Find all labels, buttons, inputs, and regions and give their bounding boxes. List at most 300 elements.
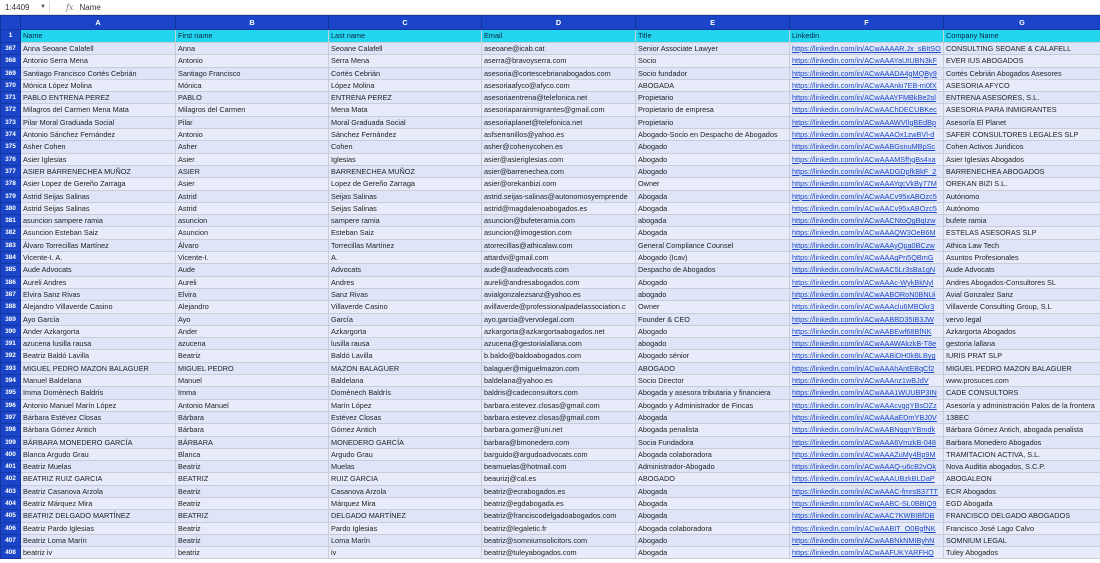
cell-first-name[interactable]: Antonio (176, 129, 329, 141)
cell-linkedin[interactable]: https://linkedin.com/in/ACwAAA1WUUBP3IN (790, 387, 944, 399)
row-number[interactable]: 368 (1, 55, 21, 67)
cell-last-name[interactable]: Cohen (329, 141, 482, 153)
cell-last-name[interactable]: DELGADO MARTÍNEZ (329, 510, 482, 522)
cell-email[interactable]: astrid@magdalenoabogados.es (482, 202, 636, 214)
cell-name[interactable]: Beatriz Loma Marín (21, 534, 176, 546)
cell-company-name[interactable]: bufete ramia (944, 215, 1100, 227)
cell-name[interactable]: Ayo García (21, 313, 176, 325)
cell-last-name[interactable]: Estévez Closas (329, 411, 482, 423)
cell-email[interactable]: asier@asieriglesias.com (482, 153, 636, 165)
cell-title[interactable]: Abogada (636, 485, 790, 497)
row-number[interactable]: 393 (1, 362, 21, 374)
cell-title[interactable]: ABOGADA (636, 79, 790, 91)
cell-last-name[interactable]: Seijas Salinas (329, 202, 482, 214)
cell-name[interactable]: Beatriz Pardo Iglesias (21, 522, 176, 534)
cell-last-name[interactable]: MAZON BALAGUER (329, 362, 482, 374)
cell-linkedin[interactable]: https://linkedin.com/in/ACwAAADA4gMQBy9 (790, 67, 944, 79)
cell-title[interactable]: Socio fundador (636, 67, 790, 79)
cell-linkedin[interactable]: https://linkedin.com/in/ACwAABC-SL0BBIQ9 (790, 497, 944, 509)
cell-company-name[interactable]: Cortés Cebrián Abogados Asesores (944, 67, 1100, 79)
header-cell-email[interactable]: Email (482, 30, 636, 43)
cell-linkedin[interactable]: https://linkedin.com/in/ACwAAAMSfhgBs4xa (790, 153, 944, 165)
cell-first-name[interactable]: MIGUEL PEDRO (176, 362, 329, 374)
cell-email[interactable]: barbara.estevez.closas@gmail.com (482, 411, 636, 423)
cell-linkedin[interactable]: https://linkedin.com/in/ACwAAAC-fmrsB37TT (790, 485, 944, 497)
cell-name[interactable]: Ander Azkargorta (21, 325, 176, 337)
cell-title[interactable]: Despacho de Abogados (636, 264, 790, 276)
cell-company-name[interactable]: Cohen Activos Juridicos (944, 141, 1100, 153)
cell-linkedin[interactable]: https://linkedin.com/in/ACwAACv95xABOzc5 (790, 190, 944, 202)
cell-last-name[interactable]: Baldó Lavilla (329, 350, 482, 362)
cell-first-name[interactable]: Milagros del Carmen (176, 104, 329, 116)
cell-name[interactable]: BÁRBARA MONEDERO GARCÍA (21, 436, 176, 448)
cell-first-name[interactable]: Asier (176, 153, 329, 165)
cell-title[interactable]: Abogada colaboradora (636, 522, 790, 534)
cell-name[interactable]: Antonio Serra Mena (21, 55, 176, 67)
row-number[interactable]: 387 (1, 288, 21, 300)
cell-linkedin[interactable]: https://linkedin.com/in/ACwAAAnki7EB-m0fX (790, 79, 944, 91)
cell-email[interactable]: beaurizj@cal.es (482, 473, 636, 485)
cell-email[interactable]: avillaverde@professionalpadelassociation.c (482, 301, 636, 313)
row-number[interactable]: 383 (1, 239, 21, 251)
cell-company-name[interactable]: gestoria lallana (944, 338, 1100, 350)
cell-name[interactable]: Elvira Sanz Rivas (21, 288, 176, 300)
column-header-g[interactable]: G (944, 16, 1100, 30)
cell-last-name[interactable]: Villaverde Casino (329, 301, 482, 313)
cell-company-name[interactable]: Barbara Monedero Abogados (944, 436, 1100, 448)
cell-title[interactable]: Abogado (636, 165, 790, 177)
row-number[interactable]: 378 (1, 178, 21, 190)
cell-email[interactable]: asier@orekanbizi.com (482, 178, 636, 190)
cell-first-name[interactable]: Astrid (176, 202, 329, 214)
cell-email[interactable]: baldelana@yahoo.es (482, 375, 636, 387)
cell-name[interactable]: Antonio Manuel Marín López (21, 399, 176, 411)
cell-first-name[interactable]: beatriz (176, 547, 329, 559)
cell-company-name[interactable]: Asesoría El Planet (944, 116, 1100, 128)
cell-title[interactable]: Abogada (636, 510, 790, 522)
row-number[interactable]: 390 (1, 325, 21, 337)
cell-company-name[interactable]: Andres Abogados-Consultores SL (944, 276, 1100, 288)
cell-email[interactable]: beatriz@ecrabogados.es (482, 485, 636, 497)
cell-linkedin[interactable]: https://linkedin.com/in/ACwAABNkNMIByhN (790, 534, 944, 546)
cell-first-name[interactable]: Ander (176, 325, 329, 337)
cell-company-name[interactable]: ESTELAS ASESORAS SLP (944, 227, 1100, 239)
row-number[interactable]: 408 (1, 547, 21, 559)
cell-last-name[interactable]: Marín López (329, 399, 482, 411)
column-header-f[interactable]: F (790, 16, 944, 30)
cell-last-name[interactable]: RUIZ GARCIA (329, 473, 482, 485)
cell-company-name[interactable]: www.prosuces.com (944, 375, 1100, 387)
row-number[interactable]: 401 (1, 461, 21, 473)
cell-name[interactable]: BEATRIZ DELGADO MARTÍNEZ (21, 510, 176, 522)
cell-last-name[interactable]: Márquez Mira (329, 497, 482, 509)
row-number[interactable]: 370 (1, 79, 21, 91)
row-number[interactable]: 367 (1, 43, 21, 55)
row-number[interactable]: 397 (1, 411, 21, 423)
cell-email[interactable]: asesoriaafyco@afyco.com (482, 79, 636, 91)
cell-first-name[interactable]: PABLO (176, 92, 329, 104)
cell-first-name[interactable]: asuncion (176, 215, 329, 227)
cell-last-name[interactable]: López Molina (329, 79, 482, 91)
cell-first-name[interactable]: Mónica (176, 79, 329, 91)
cell-name[interactable]: Asuncion Esteban Saiz (21, 227, 176, 239)
cell-first-name[interactable]: Antonio Manuel (176, 399, 329, 411)
cell-title[interactable]: Propietario (636, 116, 790, 128)
cell-first-name[interactable]: Bárbara (176, 411, 329, 423)
cell-last-name[interactable]: Pardo Iglesias (329, 522, 482, 534)
cell-first-name[interactable]: BÁRBARA (176, 436, 329, 448)
cell-company-name[interactable]: ASESORIA PARA INMIGRANTES (944, 104, 1100, 116)
row-number[interactable]: 1 (1, 30, 21, 43)
cell-title[interactable]: Owner (636, 178, 790, 190)
cell-first-name[interactable]: Manuel (176, 375, 329, 387)
cell-email[interactable]: aude@audeadvocats.com (482, 264, 636, 276)
cell-linkedin[interactable]: https://linkedin.com/in/ACwAAAgPn5QBmG (790, 252, 944, 264)
cell-name[interactable]: Blanca Argudo Grau (21, 448, 176, 460)
cell-title[interactable]: abogado (636, 288, 790, 300)
cell-linkedin[interactable]: https://linkedin.com/in/ACwAAAYFMBkBe2sl (790, 92, 944, 104)
cell-linkedin[interactable]: https://linkedin.com/in/ACwAAAYqcVkBy77M (790, 178, 944, 190)
cell-email[interactable]: b.baldo@baldoabogados.com (482, 350, 636, 362)
cell-linkedin[interactable]: https://linkedin.com/in/ACwAACv95xABOzc5 (790, 202, 944, 214)
cell-title[interactable]: Abogado (636, 141, 790, 153)
row-number[interactable]: 394 (1, 375, 21, 387)
cell-last-name[interactable]: sampere ramia (329, 215, 482, 227)
cell-title[interactable]: Abogada y asesora tributaria y financiera (636, 387, 790, 399)
cell-first-name[interactable]: Álvaro (176, 239, 329, 251)
cell-email[interactable]: atorrecillas@athicalaw.com (482, 239, 636, 251)
cell-linkedin[interactable]: https://linkedin.com/in/ACwAABBD35IB3JW (790, 313, 944, 325)
cell-company-name[interactable]: FRANCISCO DELGADO ABOGADOS (944, 510, 1100, 522)
cell-company-name[interactable]: Aude Advocats (944, 264, 1100, 276)
cell-company-name[interactable]: Bárbara Gómez Antich, abogada penalista (944, 424, 1100, 436)
cell-email[interactable]: asuncion@bufeteramia.com (482, 215, 636, 227)
cell-last-name[interactable]: Azkargorta (329, 325, 482, 337)
column-header-a[interactable]: A (21, 16, 176, 30)
cell-company-name[interactable]: ECR Abogados (944, 485, 1100, 497)
row-number[interactable]: 384 (1, 252, 21, 264)
column-header-c[interactable]: C (329, 16, 482, 30)
cell-last-name[interactable]: Sánchez Fernández (329, 129, 482, 141)
cell-linkedin[interactable]: https://linkedin.com/in/ACwAAFUKYARFHQ (790, 547, 944, 559)
cell-name[interactable]: Anna Seoane Calafell (21, 43, 176, 55)
cell-title[interactable]: Abogada (636, 190, 790, 202)
cell-title[interactable]: Abogada (636, 411, 790, 423)
cell-email[interactable]: barbara.estevez.closas@gmail.com (482, 399, 636, 411)
cell-last-name[interactable]: Seoane Calafell (329, 43, 482, 55)
cell-last-name[interactable]: Argudo Grau (329, 448, 482, 460)
cell-first-name[interactable]: Aureli (176, 276, 329, 288)
cell-email[interactable]: asesoriaentrena@telefonica.net (482, 92, 636, 104)
cell-title[interactable]: ABOGADO (636, 473, 790, 485)
cell-title[interactable]: Propietario de empresa (636, 104, 790, 116)
cell-first-name[interactable]: Beatriz (176, 497, 329, 509)
cell-last-name[interactable]: Andres (329, 276, 482, 288)
cell-first-name[interactable]: Vicente-I. (176, 252, 329, 264)
cell-first-name[interactable]: Blanca (176, 448, 329, 460)
header-cell-linkedin[interactable]: Linkedin (790, 30, 944, 43)
cell-company-name[interactable]: ASESORIA AFYCO (944, 79, 1100, 91)
cell-last-name[interactable]: Gómez Antich (329, 424, 482, 436)
cell-linkedin[interactable]: https://linkedin.com/in/ACwAADGDpfkBkF_2 (790, 165, 944, 177)
cell-linkedin[interactable]: https://linkedin.com/in/ACwAAAWVIlgBEdBp (790, 116, 944, 128)
cell-company-name[interactable]: MIGUEL PEDRO MAZON BALAGUER (944, 362, 1100, 374)
cell-last-name[interactable]: Iglesias (329, 153, 482, 165)
column-header-e[interactable]: E (636, 16, 790, 30)
cell-title[interactable]: Abogada (636, 227, 790, 239)
cell-name[interactable]: Bárbara Gómez Antich (21, 424, 176, 436)
cell-title[interactable]: General Compliance Counsel (636, 239, 790, 251)
row-number[interactable]: 369 (1, 67, 21, 79)
cell-name[interactable]: PABLO ENTRENA PEREZ (21, 92, 176, 104)
cell-name[interactable]: Asier Lopez de Gereño Zarraga (21, 178, 176, 190)
cell-title[interactable]: Abogada penalista (636, 424, 790, 436)
cell-last-name[interactable]: Seijas Salinas (329, 190, 482, 202)
cell-first-name[interactable]: Santiago Francisco (176, 67, 329, 79)
cell-email[interactable]: asfserranillos@yahoo.es (482, 129, 636, 141)
cell-email[interactable]: asesoriaparainmigrantes@gmail.com (482, 104, 636, 116)
cell-linkedin[interactable]: https://linkedin.com/in/ACwAABNqqnYBmdk (790, 424, 944, 436)
cell-first-name[interactable]: Alejandro (176, 301, 329, 313)
cell-email[interactable]: aserra@bravoyserra.com (482, 55, 636, 67)
cell-name[interactable]: Santiago Francisco Cortés Cebrián (21, 67, 176, 79)
select-all-corner[interactable] (1, 16, 21, 30)
cell-name[interactable]: Imma Domènech Baldrís (21, 387, 176, 399)
cell-title[interactable]: Abogada colaboradora (636, 448, 790, 460)
cell-title[interactable]: ABOGADO (636, 362, 790, 374)
cell-email[interactable]: asuncion@imogestion.com (482, 227, 636, 239)
cell-company-name[interactable]: ENTRENA ASESORES, S.L. (944, 92, 1100, 104)
row-number[interactable]: 389 (1, 313, 21, 325)
cell-email[interactable]: beatriz@franciscodelgadoabogados.com (482, 510, 636, 522)
column-header-b[interactable]: B (176, 16, 329, 30)
cell-title[interactable]: Abogada (636, 547, 790, 559)
cell-linkedin[interactable]: https://linkedin.com/in/ACwAAAWAkzkB-T8e (790, 338, 944, 350)
cell-name[interactable]: Aureli Andres (21, 276, 176, 288)
cell-last-name[interactable]: Baldelana (329, 375, 482, 387)
cell-first-name[interactable]: Astrid (176, 190, 329, 202)
cell-last-name[interactable]: BARRENECHEA MUÑOZ (329, 165, 482, 177)
cell-last-name[interactable]: Muelas (329, 461, 482, 473)
header-cell-last-name[interactable]: Last name (329, 30, 482, 43)
cell-name[interactable]: Mónica López Molina (21, 79, 176, 91)
cell-linkedin[interactable]: https://linkedin.com/in/ACwAAC5Lr3sBa1gN (790, 264, 944, 276)
cell-company-name[interactable]: SAFER CONSULTORES LEGALES SLP (944, 129, 1100, 141)
cell-linkedin[interactable]: https://linkedin.com/in/ACwAAAZuMy4Bp9M (790, 448, 944, 460)
row-number[interactable]: 376 (1, 153, 21, 165)
cell-linkedin[interactable]: https://linkedin.com/in/ACwAAAaEDmYBJ0V (790, 411, 944, 423)
cell-company-name[interactable]: ABOGALEON (944, 473, 1100, 485)
row-number[interactable]: 407 (1, 534, 21, 546)
cell-company-name[interactable]: TRAMITACION ACTIVA, S.L. (944, 448, 1100, 460)
cell-last-name[interactable]: lusilla rausa (329, 338, 482, 350)
cell-name[interactable]: Antonio Sánchez Fernández (21, 129, 176, 141)
cell-linkedin[interactable]: https://linkedin.com/in/ACwAACNtoQgBqIzw (790, 215, 944, 227)
cell-title[interactable]: Socia Fundadora (636, 436, 790, 448)
cell-title[interactable]: Abogada (636, 202, 790, 214)
cell-last-name[interactable]: iv (329, 547, 482, 559)
cell-linkedin[interactable]: https://linkedin.com/in/ACwAAAnz1wBJdV (790, 375, 944, 387)
cell-name[interactable]: Milagros del Carmen Mena Mata (21, 104, 176, 116)
row-number[interactable]: 405 (1, 510, 21, 522)
cell-email[interactable]: azkargorta@azkargortaabogados.net (482, 325, 636, 337)
cell-name[interactable]: Alejandro Villaverde Casino (21, 301, 176, 313)
cell-email[interactable]: beatriz@somniumsolicitors.com (482, 534, 636, 546)
cell-email[interactable]: balaguer@miguelmazon.com (482, 362, 636, 374)
cell-email[interactable]: asesoria@cortescebrianabogados.com (482, 67, 636, 79)
cell-linkedin[interactable]: https://linkedin.com/in/ACwAABEwf68BfNK (790, 325, 944, 337)
cell-first-name[interactable]: Pilar (176, 116, 329, 128)
cell-title[interactable]: Abogado (636, 534, 790, 546)
cell-first-name[interactable]: Beatriz (176, 534, 329, 546)
cell-email[interactable]: beatriz@tuleyabogados.com (482, 547, 636, 559)
cell-name[interactable]: MIGUEL PEDRO MAZON BALAGUER (21, 362, 176, 374)
formula-input[interactable]: Name (79, 2, 101, 12)
cell-first-name[interactable]: ASIER (176, 165, 329, 177)
cell-last-name[interactable]: Serra Mena (329, 55, 482, 67)
cell-title[interactable]: Administrador-Abogado (636, 461, 790, 473)
cell-name[interactable]: Asher Cohen (21, 141, 176, 153)
cell-company-name[interactable]: Avial Gonzalez Sanz (944, 288, 1100, 300)
cell-email[interactable]: barguido@argudoadvocats.com (482, 448, 636, 460)
cell-company-name[interactable]: 13BEC (944, 411, 1100, 423)
cell-company-name[interactable]: CONSULTING SEOANE & CALAFELL (944, 43, 1100, 55)
cell-linkedin[interactable]: https://linkedin.com/in/ACwAAA6VmzkB-048 (790, 436, 944, 448)
header-cell-name[interactable]: Name (21, 30, 176, 43)
row-number[interactable]: 382 (1, 227, 21, 239)
cell-linkedin[interactable]: https://linkedin.com/in/ACwAAAQ-u6cB2vOk (790, 461, 944, 473)
row-number[interactable]: 406 (1, 522, 21, 534)
cell-name[interactable]: Astrid Seijas Salinas (21, 202, 176, 214)
row-number[interactable]: 403 (1, 485, 21, 497)
cell-name[interactable]: BEATRIZ RUIZ GARCIA (21, 473, 176, 485)
cell-email[interactable]: ayo.garcia@vervolegal.com (482, 313, 636, 325)
cell-linkedin[interactable]: https://linkedin.com/in/ACwAAAYaUtUBN3kF (790, 55, 944, 67)
cell-name[interactable]: ASIER BARRENECHEA MUÑOZ (21, 165, 176, 177)
column-header-d[interactable]: D (482, 16, 636, 30)
cell-email[interactable]: attardvi@gmail.com (482, 252, 636, 264)
cell-first-name[interactable]: Ayo (176, 313, 329, 325)
row-number[interactable]: 391 (1, 338, 21, 350)
cell-name[interactable]: Beatriz Muelas (21, 461, 176, 473)
cell-name[interactable]: Beatriz Baldó Lavilla (21, 350, 176, 362)
cell-title[interactable]: Founder & CEO (636, 313, 790, 325)
cell-title[interactable]: Abogada (636, 497, 790, 509)
cell-linkedin[interactable]: https://linkedin.com/in/ACwAABIT_O0BgfNK (790, 522, 944, 534)
header-cell-first-name[interactable]: First name (176, 30, 329, 43)
cell-title[interactable]: Socio Director (636, 375, 790, 387)
cell-company-name[interactable]: SOMNIUM LEGAL (944, 534, 1100, 546)
cell-title[interactable]: Abogado (636, 276, 790, 288)
cell-company-name[interactable]: Autónomo (944, 202, 1100, 214)
cell-last-name[interactable]: ENTRENA PEREZ (329, 92, 482, 104)
cell-name[interactable]: Bárbara Estévez Closas (21, 411, 176, 423)
row-number[interactable]: 395 (1, 387, 21, 399)
cell-company-name[interactable]: EVER IUS ABOGADOS (944, 55, 1100, 67)
cell-email[interactable]: barbara.gomez@uni.net (482, 424, 636, 436)
cell-last-name[interactable]: Sanz Rivas (329, 288, 482, 300)
cell-first-name[interactable]: Beatriz (176, 461, 329, 473)
cell-company-name[interactable]: BARRENECHEA ABOGADOS (944, 165, 1100, 177)
cell-linkedin[interactable]: https://linkedin.com/in/ACwAABGsnuMBpSc (790, 141, 944, 153)
cell-first-name[interactable]: Asher (176, 141, 329, 153)
cell-first-name[interactable]: Beatriz (176, 522, 329, 534)
cell-email[interactable]: beamuelas@hotmail.com (482, 461, 636, 473)
cell-name[interactable]: asuncion sampere ramia (21, 215, 176, 227)
cell-first-name[interactable]: Beatriz (176, 485, 329, 497)
cell-company-name[interactable]: Athica Law Tech (944, 239, 1100, 251)
header-cell-company-name[interactable]: Company Name (944, 30, 1100, 43)
cell-email[interactable]: astrid.seijas-salinas@autonomosyemprende (482, 190, 636, 202)
cell-first-name[interactable]: Bárbara (176, 424, 329, 436)
cell-name[interactable]: Beatriz Márquez Mira (21, 497, 176, 509)
row-number[interactable]: 385 (1, 264, 21, 276)
row-number[interactable]: 404 (1, 497, 21, 509)
row-number[interactable]: 371 (1, 92, 21, 104)
row-number[interactable]: 392 (1, 350, 21, 362)
cell-last-name[interactable]: Mena Mata (329, 104, 482, 116)
name-box[interactable] (2, 1, 50, 13)
cell-company-name[interactable]: Autónomo (944, 190, 1100, 202)
cell-title[interactable]: Abogado (636, 325, 790, 337)
cell-first-name[interactable]: BEATRIZ (176, 510, 329, 522)
row-number[interactable]: 400 (1, 448, 21, 460)
cell-title[interactable]: abogado (636, 338, 790, 350)
cell-first-name[interactable]: azucena (176, 338, 329, 350)
cell-last-name[interactable]: Torrecillas Martínez (329, 239, 482, 251)
cell-company-name[interactable]: EGD Abogada (944, 497, 1100, 509)
cell-linkedin[interactable]: https://linkedin.com/in/ACwAAAOx1zwBVl-d (790, 129, 944, 141)
cell-email[interactable]: asher@cohenycohen.es (482, 141, 636, 153)
row-number[interactable]: 399 (1, 436, 21, 448)
cell-first-name[interactable]: Beatriz (176, 350, 329, 362)
row-number[interactable]: 375 (1, 141, 21, 153)
cell-title[interactable]: Abogado sénior (636, 350, 790, 362)
cell-name[interactable]: Pilar Moral Graduada Social (21, 116, 176, 128)
cell-title[interactable]: Senior Associate Lawyer (636, 43, 790, 55)
row-number[interactable]: 379 (1, 190, 21, 202)
cell-company-name[interactable]: OREKAN BIZI S.L. (944, 178, 1100, 190)
cell-name[interactable]: Beatriz Casanova Arzola (21, 485, 176, 497)
cell-company-name[interactable]: Asesoría y administración Palos de la frontera (944, 399, 1100, 411)
row-number[interactable]: 377 (1, 165, 21, 177)
row-number[interactable]: 386 (1, 276, 21, 288)
cell-first-name[interactable]: Anna (176, 43, 329, 55)
row-number[interactable]: 398 (1, 424, 21, 436)
cell-last-name[interactable]: Casanova Arzola (329, 485, 482, 497)
cell-linkedin[interactable]: https://linkedin.com/in/ACwAAAc-WykBkNyl (790, 276, 944, 288)
cell-name[interactable]: Manuel Baldelana (21, 375, 176, 387)
cell-title[interactable]: Abogado y Administrador de Fincas (636, 399, 790, 411)
cell-linkedin[interactable]: https://linkedin.com/in/ACwAAAcvgqYBsOZz (790, 399, 944, 411)
cell-title[interactable]: Abogado (636, 153, 790, 165)
cell-company-name[interactable]: Francisco José Lago Calvo (944, 522, 1100, 534)
cell-name[interactable]: Astrid Seijas Salinas (21, 190, 176, 202)
cell-name[interactable]: Asier Iglesias (21, 153, 176, 165)
cell-title[interactable]: Propietario (636, 92, 790, 104)
cell-email[interactable]: beatriz@legaletic.fr (482, 522, 636, 534)
cell-email[interactable]: aureli@andresabogados.com (482, 276, 636, 288)
row-number[interactable]: 388 (1, 301, 21, 313)
cell-name[interactable]: Vicente-I. A. (21, 252, 176, 264)
cell-last-name[interactable]: Esteban Saiz (329, 227, 482, 239)
row-number[interactable]: 402 (1, 473, 21, 485)
row-number[interactable]: 374 (1, 129, 21, 141)
row-number[interactable]: 380 (1, 202, 21, 214)
cell-company-name[interactable]: Villaverde Consulting Group, S.L (944, 301, 1100, 313)
cell-last-name[interactable]: Advocats (329, 264, 482, 276)
cell-first-name[interactable]: Asuncion (176, 227, 329, 239)
